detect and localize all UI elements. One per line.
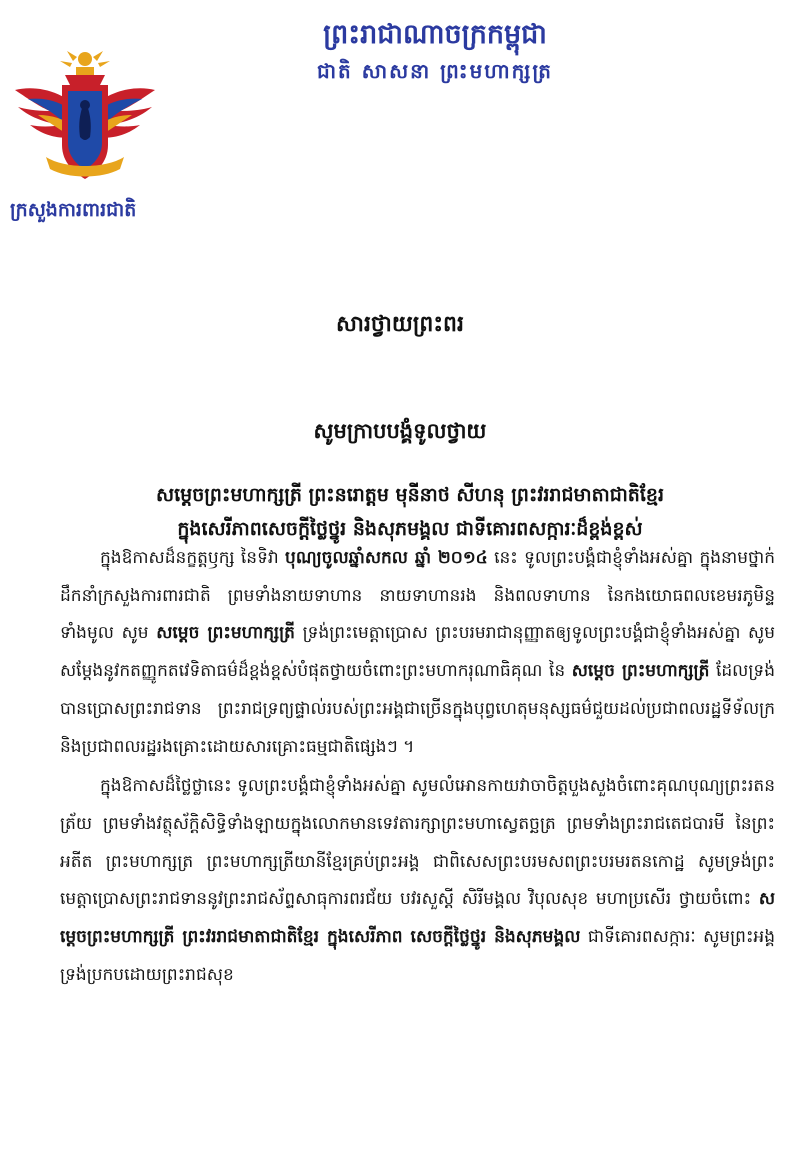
recipient-block <box>60 478 760 546</box>
p1-text-e: ទ្រង់ព្រះមេត្តាប្រោស ព្រះបរមរាជានុញ្ញាតឲ្យទូលព្រះបង្គំជាខ្ញុំទាំងអស់គ្នា សូមសម្តែងនូវកតញ្ញូកតវេទិតាធម៌ដ៏ខ្ពង់ខ្ពស់បំផុតថ្វាយចំពោះព្រះមហាករុណាធិគុណ នៃ <box>60 623 775 682</box>
paragraph-2 <box>60 768 775 994</box>
paragraph-1 <box>60 540 775 766</box>
p1-queen-bold-1: សម្តេច ព្រះមហាក្សត្រី <box>156 623 295 644</box>
salutation-intro: សូមក្រាបបង្គំទូលថ្វាយ <box>313 419 487 443</box>
p2-text-c: ជាទីគោរពសក្ការៈ សូមព្រះអង្គទ្រង់ប្រកបដោយព្រះរាជសុខ <box>60 927 775 985</box>
p2-queen-bold: សម្តេចព្រះមហាក្សត្រី ព្រះវររាជមាតាជាតិខ្មែរ ក្នុងសេរីភាព សេចក្តីថ្លៃថ្នូរ និងសុភមង្គល <box>60 889 775 948</box>
p1-queen-bold-2: សម្តេច ព្រះមហាក្សត្រី <box>571 661 710 682</box>
p1-text-c: នេះ ទូលព្រះបង្គំជាខ្ញុំទាំងអស់គ្នា ក្នុងនាមថ្នាក់ដឹកនាំក្រសួងការពារជាតិ ព្រមទាំងនាយទាហាន នាយទាហានរង និងពលទាហាន នៃកងយោធពលខេមរភូមិន្ទទាំងមូល សូម <box>60 548 775 644</box>
p2-text-a: ក្នុងឱកាសដ៏ថ្លៃថ្លានេះ ទូលព្រះបង្គំជាខ្ញុំទាំងអស់គ្នា សូមលំអោនកាយវាចាចិត្តបួងសួងចំពោះគុណបុណ្យព្រះរតនត្រ័យ ព្រមទាំងវត្ថុស័ក្តិសិទ្ធិទាំងឡាយក្នុងលោកមានទេវតារក្សាព្រះមហាស្វេតច្ឆត្រ ព្រមទាំងព្រះរាជតេជបារមី នៃព្រះអតីត ព្រះមហាក្សត្រ ព្រះមហាក្សត្រីយានីខ្មែរគ្រប់ព្រះអង្គ ជាពិសេសព្រះបរមសពព្រះបរមរតនកោដ្ឋ សូមទ្រង់ព្រះមេត្តាប្រោសព្រះរាជទាននូវព្រះរាជស័ព្ទសាធុការពរជ័យ បវរសួស្តី សិរីមង្គល វិបុលសុខ មហាប្រសើរ ថ្វាយចំពោះ <box>60 776 775 910</box>
document-title: សារថ្វាយព្រះពរ <box>336 312 464 337</box>
p1-text-a: ក្នុងឱកាសដ៏នក្ខត្តឫក្ស នៃទិវា <box>100 548 286 568</box>
kingdom-heading: ព្រះរាជាណាចក្រកម្ពុជា <box>323 19 547 50</box>
p1-new-year-bold: បុណ្យចូលឆ្នាំសកល ឆ្នាំ ២០១៤ <box>285 548 488 568</box>
p1-text-g: ដែលទ្រង់បានប្រោសព្រះរាជទាន ព្រះរាជទ្រព្យផ្ទាល់របស់ព្រះអង្គជាច្រើនក្នុងបុព្វហេតុមនុស្សធម៌ជួយដល់ប្រជាពលរដ្ឋទីទ័លក្រ និងប្រជាពលរដ្ឋរងគ្រោះដោយសារគ្រោះធម្មជាតិផ្សេងៗ ។ <box>60 661 775 757</box>
letter-body <box>60 540 775 994</box>
ministry-emblem-icon <box>10 45 160 195</box>
recipient-line-1: សម្តេចព្រះមហាក្សត្រី ព្រះនរោត្តម មុនីនាថ សីហនុ ព្រះវររាជមាតាជាតិខ្មែរ <box>156 484 664 506</box>
recipient-line-2: ក្នុងសេរីភាពសេចក្តីថ្លៃថ្នូរ និងសុភមង្គល ជាទីគោរពសក្ការៈដ៏ខ្ពង់ខ្ពស់ <box>177 518 643 540</box>
national-motto: ជាតិ សាសនា ព្រះមហាក្សត្រ <box>317 59 553 83</box>
ministry-name: ក្រសួងការពារជាតិ <box>10 199 137 221</box>
